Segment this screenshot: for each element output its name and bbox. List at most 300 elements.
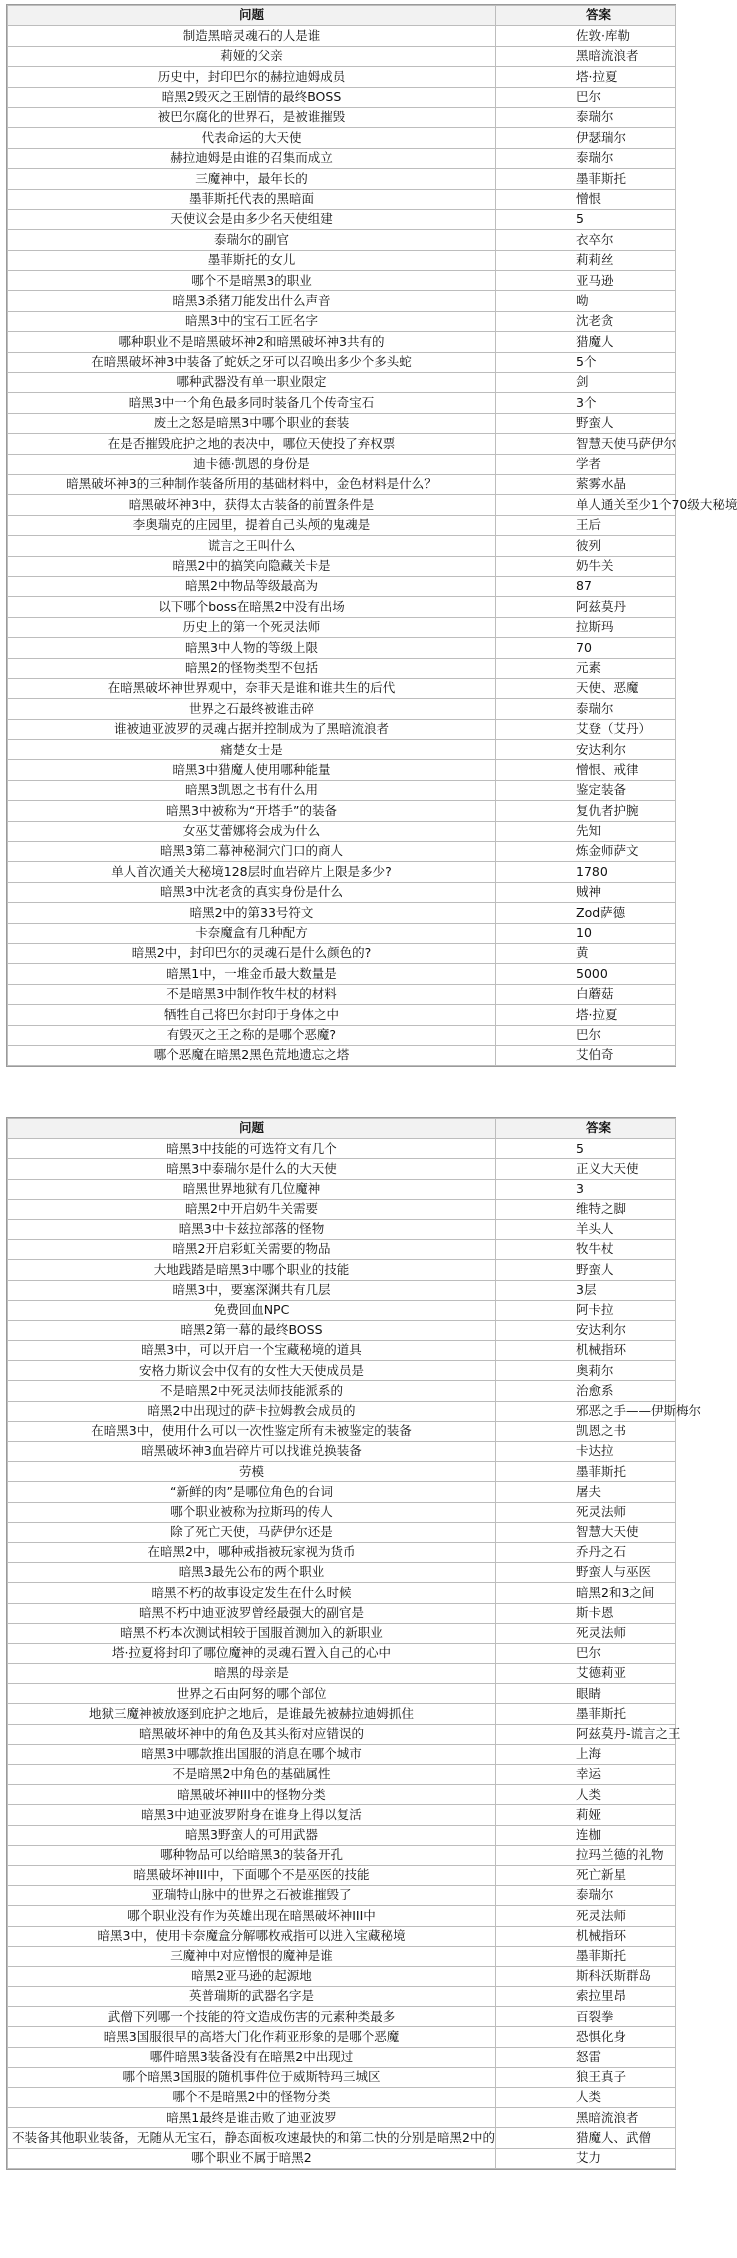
answer-cell: 艾伯奇 <box>496 1045 676 1065</box>
answer-cell: 炼金师萨文 <box>496 842 676 862</box>
table-row <box>8 46 676 66</box>
answer-cell: 3层 <box>496 1280 676 1300</box>
table-row <box>8 597 676 617</box>
question-cell: 不装备其他职业装备，无随从无宝石，静态面板攻速最快的和第二快的分别是暗黑2中的 <box>8 2128 496 2148</box>
answer-cell: 怒雷 <box>496 2047 676 2067</box>
table-row <box>8 67 676 87</box>
answer-cell: 亚马逊 <box>496 271 676 291</box>
answer-cell: 死灵法师 <box>496 1502 676 1522</box>
answer-cell: 牧牛杖 <box>496 1240 676 1260</box>
answer-cell: 斯卡恩 <box>496 1603 676 1623</box>
question-cell: 暗黑破坏神3血岩碎片可以找谁兑换装备 <box>8 1442 496 1462</box>
answer-cell: 猎魔人 <box>496 332 676 352</box>
table-row <box>8 1240 676 1260</box>
answer-cell: 正义大天使 <box>496 1159 676 1179</box>
answer-cell: 死灵法师 <box>496 1906 676 1926</box>
table-row <box>8 1280 676 1300</box>
table-row <box>8 1643 676 1663</box>
qa-table-1 <box>6 4 737 1067</box>
answer-cell: 野蛮人与巫医 <box>496 1563 676 1583</box>
table-row <box>8 515 676 535</box>
answer-cell: 塔·拉夏 <box>496 67 676 87</box>
table-row <box>8 495 676 515</box>
answer-cell: 野蛮人 <box>496 1260 676 1280</box>
answer-cell: 彼列 <box>496 536 676 556</box>
table-row <box>8 1361 676 1381</box>
answer-cell: 1780 <box>496 862 676 882</box>
answer-cell: 王后 <box>496 515 676 535</box>
question-cell: 哪个不是暗黑2中的怪物分类 <box>8 2088 496 2108</box>
answer-cell: 幸运 <box>496 1765 676 1785</box>
answer-cell: 塔·拉夏 <box>496 1005 676 1025</box>
question-cell: 李奥瑞克的庄园里，提着自己头颅的鬼魂是 <box>8 515 496 535</box>
table-row <box>8 984 676 1004</box>
table-row <box>8 128 676 148</box>
table-row <box>8 536 676 556</box>
question-cell: 武僧下列哪一个技能的符文造成伤害的元素种类最多 <box>8 2007 496 2027</box>
question-cell: 制造黑暗灵魂石的人是谁 <box>8 26 496 46</box>
table-row <box>8 1482 676 1502</box>
question-cell: 以下哪个boss在暗黑2中没有出场 <box>8 597 496 617</box>
answer-cell: 元素 <box>496 658 676 678</box>
answer-cell: 泰瑞尔 <box>496 148 676 168</box>
answer-cell: 衣卒尔 <box>496 230 676 250</box>
table-row <box>8 1320 676 1340</box>
question-cell: 暗黑不朽的故事设定发生在什么时候 <box>8 1583 496 1603</box>
answer-cell: 恐惧化身 <box>496 2027 676 2047</box>
answer-cell: 87 <box>496 576 676 596</box>
question-cell: 暗黑破坏神III中，下面哪个不是巫医的技能 <box>8 1865 496 1885</box>
answer-cell: 阿兹莫丹-谎言之王 <box>496 1724 676 1744</box>
question-cell: 暗黑2的怪物类型不包括 <box>8 658 496 678</box>
table-row <box>8 1987 676 2007</box>
answer-cell: 羊头人 <box>496 1219 676 1239</box>
question-cell: 泰瑞尔的副官 <box>8 230 496 250</box>
question-cell: 哪种物品可以给暗黑3的装备开孔 <box>8 1845 496 1865</box>
table-row <box>8 658 676 678</box>
question-cell: 暗黑3中卡兹拉部落的怪物 <box>8 1219 496 1239</box>
question-cell: 三魔神中，最年长的 <box>8 169 496 189</box>
table-row <box>8 923 676 943</box>
answer-cell: 莉莉丝 <box>496 250 676 270</box>
table-row <box>8 1421 676 1441</box>
answer-cell: 黑暗流浪者 <box>496 46 676 66</box>
question-cell: 暗黑3中，要塞深渊共有几层 <box>8 1280 496 1300</box>
table-row <box>8 250 676 270</box>
question-cell: 大地践踏是暗黑3中哪个职业的技能 <box>8 1260 496 1280</box>
table-row <box>8 352 676 372</box>
question-cell: 被巴尔腐化的世界石，是被谁摧毁 <box>8 107 496 127</box>
answer-cell: 5个 <box>496 352 676 372</box>
table-row <box>8 1946 676 1966</box>
answer-cell: 奶牛关 <box>496 556 676 576</box>
question-cell: 英普瑞斯的武器名字是 <box>8 1987 496 2007</box>
answer-cell: 巴尔 <box>496 1025 676 1045</box>
table-row <box>8 1886 676 1906</box>
question-cell: 哪个职业没有作为英雄出现在暗黑破坏神III中 <box>8 1906 496 1926</box>
table-row <box>8 1381 676 1401</box>
table-row <box>8 1724 676 1744</box>
question-cell: 暗黑3中泰瑞尔是什么的大天使 <box>8 1159 496 1179</box>
question-cell: 天使议会是由多少名天使组建 <box>8 209 496 229</box>
table-row <box>8 148 676 168</box>
table-row <box>8 964 676 984</box>
table-row <box>8 842 676 862</box>
table-row <box>8 26 676 46</box>
question-cell: 谎言之王叫什么 <box>8 536 496 556</box>
question-cell: 暗黑2中的搞笑向隐藏关卡是 <box>8 556 496 576</box>
answer-cell: 10 <box>496 923 676 943</box>
table-row <box>8 760 676 780</box>
table-row <box>8 2088 676 2108</box>
answer-cell: 奥莉尔 <box>496 1361 676 1381</box>
table-row <box>8 556 676 576</box>
table-row <box>8 1260 676 1280</box>
answer-cell: 狼王真子 <box>496 2067 676 2087</box>
answer-cell: 白蘑菇 <box>496 984 676 1004</box>
table-row <box>8 882 676 902</box>
question-cell: 暗黑3国服很早的高塔大门化作莉亚形象的是哪个恶魔 <box>8 2027 496 2047</box>
answer-cell: 阿卡拉 <box>496 1300 676 1320</box>
answer-cell: 拉玛兰德的礼物 <box>496 1845 676 1865</box>
question-cell: 废土之怒是暗黑3中哪个职业的套装 <box>8 413 496 433</box>
question-cell: 暗黑3中技能的可选符文有几个 <box>8 1139 496 1159</box>
table-row <box>8 2027 676 2047</box>
table-body <box>8 1139 702 2169</box>
answer-cell: 机械指环 <box>496 1341 676 1361</box>
table-row <box>8 1825 676 1845</box>
answer-cell: 先知 <box>496 821 676 841</box>
answer-cell: 伊瑟瑞尔 <box>496 128 676 148</box>
table-row <box>8 821 676 841</box>
answer-cell: 学者 <box>496 454 676 474</box>
table-row <box>8 1025 676 1045</box>
answer-cell: 智慧大天使 <box>496 1522 676 1542</box>
question-cell: 迪卡德·凯恩的身份是 <box>8 454 496 474</box>
answer-cell: 维特之脚 <box>496 1199 676 1219</box>
table-row <box>8 1865 676 1885</box>
table-header-row <box>8 6 676 26</box>
answer-cell: 泰瑞尔 <box>496 1886 676 1906</box>
table-row <box>8 1045 676 1065</box>
table-row <box>8 1704 676 1724</box>
question-cell: 暗黑2中，封印巴尔的灵魂石是什么颜色的? <box>8 943 496 963</box>
question-cell: 痛楚女士是 <box>8 740 496 760</box>
question-cell: 莉娅的父亲 <box>8 46 496 66</box>
answer-cell: 黄 <box>496 943 676 963</box>
table-row <box>8 1179 676 1199</box>
table-row <box>8 311 676 331</box>
answer-cell: 墨菲斯托 <box>496 169 676 189</box>
answer-cell: 艾德莉亚 <box>496 1664 676 1684</box>
table-row <box>8 291 676 311</box>
answer-cell: 智慧天使马萨伊尔 <box>496 434 676 454</box>
answer-cell: 墨菲斯托 <box>496 1704 676 1724</box>
answer-cell: 邪恶之手——伊斯梅尔 <box>496 1401 676 1421</box>
table-row <box>8 719 676 739</box>
answer-cell: 黑暗流浪者 <box>496 2108 676 2128</box>
question-cell: 暗黑3第二幕神秘洞穴门口的商人 <box>8 842 496 862</box>
question-cell: 在暗黑2中，哪种戒指被玩家视为货币 <box>8 1542 496 1562</box>
table-row <box>8 107 676 127</box>
question-cell: 暗黑3中一个角色最多同时装备几个传奇宝石 <box>8 393 496 413</box>
table-row <box>8 209 676 229</box>
answer-cell: 憎恨 <box>496 189 676 209</box>
answer-cell: 安达利尔 <box>496 1320 676 1340</box>
question-cell: 哪个不是暗黑3的职业 <box>8 271 496 291</box>
question-cell: 哪个职业被称为拉斯玛的传人 <box>8 1502 496 1522</box>
table-row <box>8 2047 676 2067</box>
table-row <box>8 943 676 963</box>
answer-cell: 猎魔人、武僧 <box>496 2128 676 2148</box>
table-row <box>8 1744 676 1764</box>
answer-cell: 人类 <box>496 2088 676 2108</box>
question-cell: 暗黑世界地狱有几位魔神 <box>8 1179 496 1199</box>
question-cell: 历史中，封印巴尔的赫拉迪姆成员 <box>8 67 496 87</box>
answer-cell: 天使、恶魔 <box>496 678 676 698</box>
question-cell: 暗黑2亚马逊的起源地 <box>8 1966 496 1986</box>
answer-cell: 单人通关至少1个70级大秘境 <box>496 495 676 515</box>
question-cell: 除了死亡天使，马萨伊尔还是 <box>8 1522 496 1542</box>
answer-cell: 巴尔 <box>496 1643 676 1663</box>
answer-cell: 乔丹之石 <box>496 1542 676 1562</box>
answer-cell: 死灵法师 <box>496 1623 676 1643</box>
answer-column-header: 答案 <box>496 6 676 26</box>
answer-cell: 索拉里昂 <box>496 1987 676 2007</box>
question-cell: 墨菲斯托代表的黑暗面 <box>8 189 496 209</box>
question-cell: 暗黑2中的第33号符文 <box>8 903 496 923</box>
question-cell: 暗黑2中出现过的萨卡拉姆教会成员的 <box>8 1401 496 1421</box>
answer-cell: 安达利尔 <box>496 740 676 760</box>
question-cell: 地狱三魔神被放逐到庇护之地后，是谁最先被赫拉迪姆抓住 <box>8 1704 496 1724</box>
table-row <box>8 1926 676 1946</box>
table-row <box>8 1442 676 1462</box>
table-row <box>8 2128 676 2148</box>
table-row <box>8 862 676 882</box>
table-row <box>8 780 676 800</box>
table-row <box>8 189 676 209</box>
question-cell: “新鲜的肉”是哪位角色的台词 <box>8 1482 496 1502</box>
question-cell: 代表命运的大天使 <box>8 128 496 148</box>
question-cell: 暗黑3中人物的等级上限 <box>8 638 496 658</box>
question-cell: 哪种武器没有单一职业限定 <box>8 373 496 393</box>
question-cell: 暗黑3中猎魔人使用哪种能量 <box>8 760 496 780</box>
question-cell: 安格力斯议会中仅有的女性大天使成员是 <box>8 1361 496 1381</box>
table-row <box>8 638 676 658</box>
answer-cell: 拉斯玛 <box>496 617 676 637</box>
sheet-gap <box>0 1107 682 1117</box>
table-row <box>8 1664 676 1684</box>
table-row <box>8 87 676 107</box>
table-row <box>8 1563 676 1583</box>
table-row <box>8 1341 676 1361</box>
table-row <box>8 1005 676 1025</box>
table-row <box>8 474 676 494</box>
question-cell: 哪个职业不属于暗黑2 <box>8 2148 496 2168</box>
question-cell: 三魔神中对应憎恨的魔神是谁 <box>8 1946 496 1966</box>
question-cell: 女巫艾蕾娜将会成为什么 <box>8 821 496 841</box>
answer-cell: 鉴定装备 <box>496 780 676 800</box>
table-row <box>8 413 676 433</box>
question-cell: 谁被迪亚波罗的灵魂占据并控制成为了黑暗流浪者 <box>8 719 496 739</box>
table-row <box>8 2007 676 2027</box>
table-row <box>8 903 676 923</box>
question-cell: 在暗黑3中，使用什么可以一次性鉴定所有未被鉴定的装备 <box>8 1421 496 1441</box>
question-cell: 暗黑3中沈老贪的真实身份是什么 <box>8 882 496 902</box>
answer-cell: 阿兹莫丹 <box>496 597 676 617</box>
answer-cell: 沈老贪 <box>496 311 676 331</box>
question-cell: 哪个恶魔在暗黑2黑色荒地遗忘之塔 <box>8 1045 496 1065</box>
answer-cell: 剑 <box>496 373 676 393</box>
answer-cell: 泰瑞尔 <box>496 107 676 127</box>
table-row <box>8 1966 676 1986</box>
table-row <box>8 373 676 393</box>
answer-cell: 百裂拳 <box>496 2007 676 2027</box>
question-cell: 暗黑2中物品等级最高为 <box>8 576 496 596</box>
table-row <box>8 1199 676 1219</box>
answer-cell: 治愈系 <box>496 1381 676 1401</box>
answer-cell: 贼神 <box>496 882 676 902</box>
answer-cell: 人类 <box>496 1785 676 1805</box>
answer-cell: 眼睛 <box>496 1684 676 1704</box>
table-row <box>8 2148 676 2168</box>
answer-cell: 斯科沃斯群岛 <box>496 1966 676 1986</box>
qa-table-2 <box>6 1117 702 2170</box>
question-cell: 暗黑3凯恩之书有什么用 <box>8 780 496 800</box>
question-cell: 暗黑3中被称为“开塔手”的装备 <box>8 801 496 821</box>
question-cell: 免费回血NPC <box>8 1300 496 1320</box>
question-cell: 暗黑3最先公布的两个职业 <box>8 1563 496 1583</box>
answer-cell: 卡达拉 <box>496 1442 676 1462</box>
table-row <box>8 332 676 352</box>
question-cell: 不是暗黑2中死灵法师技能派系的 <box>8 1381 496 1401</box>
table-row <box>8 1462 676 1482</box>
answer-cell: 死亡新星 <box>496 1865 676 1885</box>
table-row <box>8 1845 676 1865</box>
table-row <box>8 801 676 821</box>
table-row <box>8 2067 676 2087</box>
question-cell: 单人首次通关大秘境128层时血岩碎片上限是多少? <box>8 862 496 882</box>
question-cell: 暗黑3野蛮人的可用武器 <box>8 1825 496 1845</box>
table-row <box>8 1785 676 1805</box>
question-cell: 暗黑1最终是谁击败了迪亚波罗 <box>8 2108 496 2128</box>
table-row <box>8 230 676 250</box>
question-cell: 劳模 <box>8 1462 496 1482</box>
table-row <box>8 1300 676 1320</box>
question-cell: 暗黑1中，一堆金币最大数量是 <box>8 964 496 984</box>
answer-cell: 暗黑2和3之间 <box>496 1583 676 1603</box>
question-cell: 赫拉迪姆是由谁的召集而成立 <box>8 148 496 168</box>
answer-cell: 机械指环 <box>496 1926 676 1946</box>
question-cell: 卡奈魔盒有几种配方 <box>8 923 496 943</box>
answer-cell: 凯恩之书 <box>496 1421 676 1441</box>
answer-cell: 3个 <box>496 393 676 413</box>
table-row <box>8 740 676 760</box>
answer-cell: 3 <box>496 1179 676 1199</box>
table-row <box>8 1583 676 1603</box>
table-row <box>8 1139 676 1159</box>
question-cell: 在暗黑破坏神世界观中，奈菲天是谁和谁共生的后代 <box>8 678 496 698</box>
question-cell: 暗黑2开启彩虹关需要的物品 <box>8 1240 496 1260</box>
question-column-header: 问题 <box>8 6 496 26</box>
answer-cell: 艾登（艾丹） <box>496 719 676 739</box>
answer-cell: 70 <box>496 638 676 658</box>
table-row <box>8 434 676 454</box>
table-row <box>8 169 676 189</box>
question-cell: 在暗黑破坏神3中装备了蛇妖之牙可以召唤出多少个多头蛇 <box>8 352 496 372</box>
question-cell: 暗黑2中开启奶牛关需要 <box>8 1199 496 1219</box>
answer-cell: 呦 <box>496 291 676 311</box>
question-cell: 暗黑破坏神3的三种制作装备所用的基础材料中，金色材料是什么？ <box>8 474 496 494</box>
question-cell: 暗黑破坏神III中的怪物分类 <box>8 1785 496 1805</box>
table-body <box>8 26 737 1066</box>
answer-cell: 佐敦·库勒 <box>496 26 676 46</box>
question-cell: 在是否摧毁庇护之地的表决中，哪位天使投了弃权票 <box>8 434 496 454</box>
answer-cell: 5 <box>496 209 676 229</box>
answer-cell: 墨菲斯托 <box>496 1462 676 1482</box>
answer-cell: 墨菲斯托 <box>496 1946 676 1966</box>
question-cell: 哪种职业不是暗黑破坏神2和暗黑破坏神3共有的 <box>8 332 496 352</box>
table-row <box>8 1805 676 1825</box>
question-cell: 世界之石最终被谁击碎 <box>8 699 496 719</box>
table-row <box>8 1159 676 1179</box>
table-row <box>8 1623 676 1643</box>
question-cell: 暗黑3中哪款推出国服的消息在哪个城市 <box>8 1744 496 1764</box>
table-row <box>8 1684 676 1704</box>
question-cell: 哪件暗黑3装备没有在暗黑2中出现过 <box>8 2047 496 2067</box>
answer-cell: 艾力 <box>496 2148 676 2168</box>
answer-cell: 泰瑞尔 <box>496 699 676 719</box>
table-row <box>8 1542 676 1562</box>
table-row <box>8 2108 676 2128</box>
table-row <box>8 678 676 698</box>
question-cell: 暗黑的母亲是 <box>8 1664 496 1684</box>
table-row <box>8 576 676 596</box>
answer-cell: 连枷 <box>496 1825 676 1845</box>
table-row <box>8 393 676 413</box>
answer-cell: 复仇者护腕 <box>496 801 676 821</box>
question-cell: 历史上的第一个死灵法师 <box>8 617 496 637</box>
answer-cell: Zod萨德 <box>496 903 676 923</box>
question-cell: 塔·拉夏将封印了哪位魔神的灵魂石置入自己的心中 <box>8 1643 496 1663</box>
answer-cell: 莉娅 <box>496 1805 676 1825</box>
question-cell: 暗黑不朽本次测试相较于国服首测加入的新职业 <box>8 1623 496 1643</box>
answer-cell: 上海 <box>496 1744 676 1764</box>
table-row <box>8 1906 676 1926</box>
table-row <box>8 1219 676 1239</box>
table-row <box>8 1401 676 1421</box>
question-cell: 暗黑破坏神3中，获得太古装备的前置条件是 <box>8 495 496 515</box>
answer-cell: 5000 <box>496 964 676 984</box>
question-cell: 暗黑3中的宝石工匠名字 <box>8 311 496 331</box>
question-cell: 暗黑2第一幕的最终BOSS <box>8 1320 496 1340</box>
question-cell: 暗黑3中，可以开启一个宝藏秘境的道具 <box>8 1341 496 1361</box>
question-cell: 暗黑3中，使用卡奈魔盒分解哪枚戒指可以进入宝藏秘境 <box>8 1926 496 1946</box>
answer-cell: 屠夫 <box>496 1482 676 1502</box>
table-header-row <box>8 1119 676 1139</box>
table-row <box>8 454 676 474</box>
question-cell: 世界之石由阿努的哪个部位 <box>8 1684 496 1704</box>
answer-cell: 5 <box>496 1139 676 1159</box>
table-row <box>8 271 676 291</box>
table-row <box>8 1502 676 1522</box>
answer-cell: 巴尔 <box>496 87 676 107</box>
question-cell: 不是暗黑3中制作牧牛杖的材料 <box>8 984 496 1004</box>
question-cell: 亚瑞特山脉中的世界之石被谁摧毁了 <box>8 1886 496 1906</box>
question-column-header: 问题 <box>8 1119 496 1139</box>
table-row <box>8 699 676 719</box>
question-cell: 有毁灭之王之称的是哪个恶魔? <box>8 1025 496 1045</box>
